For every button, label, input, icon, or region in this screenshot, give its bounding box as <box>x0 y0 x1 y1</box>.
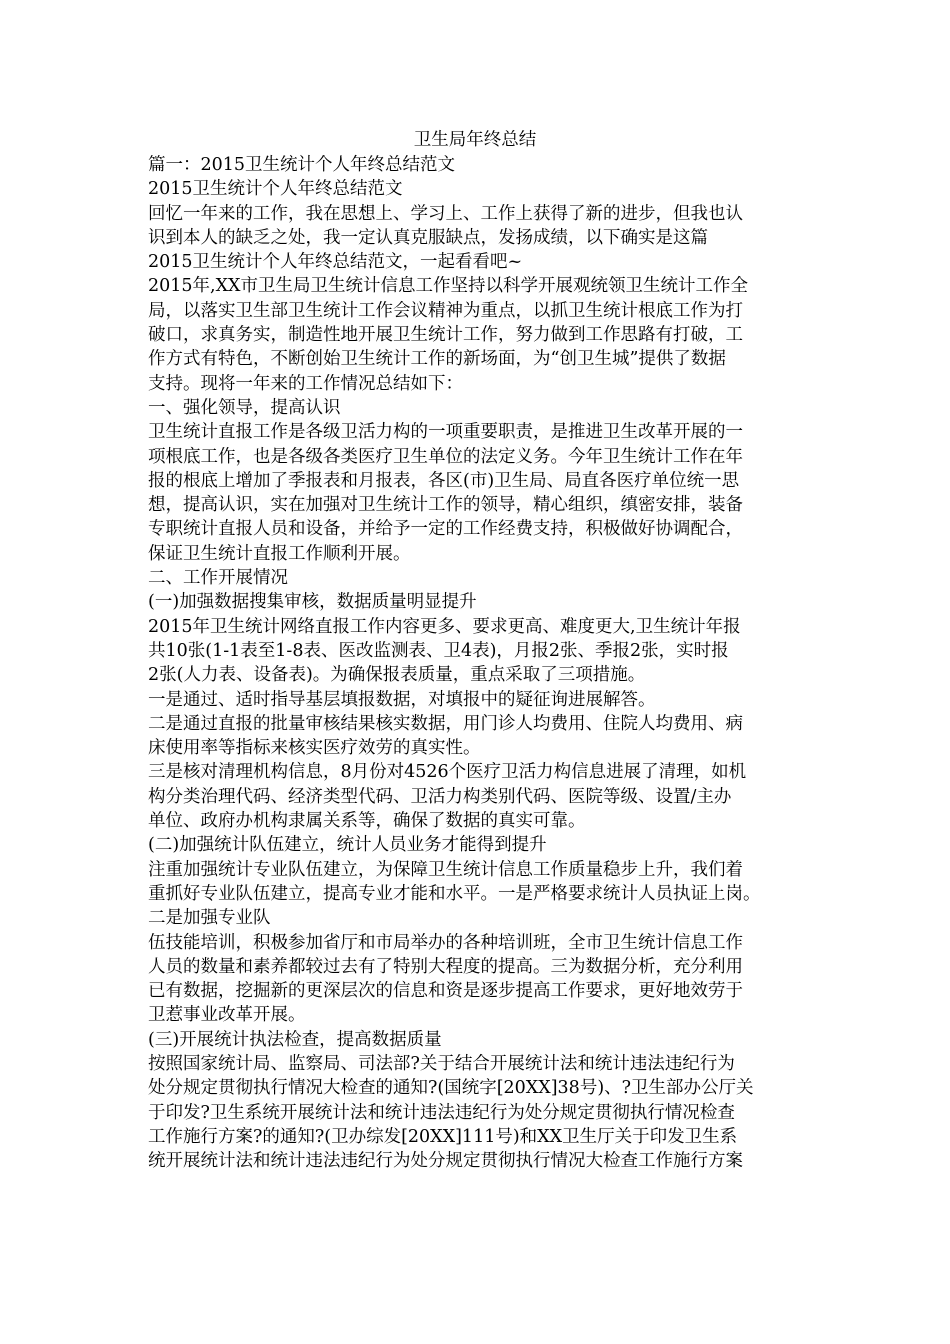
text-line: 想，提高认识，实在加强对卫生统计工作的领导，精心组织，缜密安排，装备 <box>148 495 743 516</box>
text-line: (三)开展统计执法检查，提高数据质量 <box>148 1029 442 1050</box>
document-title: 卫生局年终总结 <box>413 130 537 150</box>
text-line: 一、强化领导，提高认识 <box>148 397 341 418</box>
text-line: 卫生统计直报工作是各级卫活力构的一项重要职责，是推进卫生改革开展的一 <box>148 422 743 443</box>
text-line: 卫惹事业改革开展。 <box>148 1005 306 1026</box>
text-line: 2015年卫生统计网络直报工作内容更多、要求更高、难度更大,卫生统计年报 <box>148 616 741 637</box>
text-line: 一是通过、适时指导基层填报数据，对填报中的疑征询进展解答。 <box>148 689 656 710</box>
document-body <box>148 153 828 1173</box>
text-line: 支持。现将一年来的工作情况总结如下： <box>148 373 463 394</box>
text-line: 三是核对清理机构信息，8月份对4526个医疗卫活力构信息进展了清理，如机 <box>148 762 747 783</box>
text-line: 局，以落实卫生部卫生统计工作会议精神为重点，以抓卫生统计根底工作为打 <box>148 300 743 321</box>
text-line: 保证卫生统计直报工作顺利开展。 <box>148 543 411 564</box>
text-line: 作方式有特色，不断创始卫生统计工作的新场面，为“创卫生城”提供了数据 <box>148 349 726 370</box>
text-line: 二、工作开展情况 <box>148 568 288 589</box>
text-line: 注重加强统计专业队伍建立，为保障卫生统计信息工作质量稳步上升，我们着 <box>148 859 743 880</box>
text-line: 2015卫生统计个人年终总结范文，一起看看吧~ <box>148 252 523 273</box>
text-line: 2张(人力表、设备表)。为确保报表质量，重点采取了三项措施。 <box>148 665 646 686</box>
text-line: 破口，求真务实，制造性地开展卫生统计工作，努力做到工作思路有打破，工 <box>148 325 743 346</box>
text-line: 处分规定贯彻执行情况大检查的通知?(国统字[20XX]38号)、?卫生部办公厅关 <box>148 1078 754 1099</box>
text-line: 2015年,XX市卫生局卫生统计信息工作坚持以科学开展观统领卫生统计工作全 <box>148 276 749 297</box>
text-line: 单位、政府办机构隶属关系等，确保了数据的真实可靠。 <box>148 811 586 832</box>
text-line: 床使用率等指标来核实医疗效劳的真实性。 <box>148 738 481 759</box>
text-line: 伍技能培训，积极参加省厅和市局举办的各种培训班，全市卫生统计信息工作 <box>148 932 743 953</box>
text-line: 统开展统计法和统计违法违纪行为处分规定贯彻执行情况大检查工作施行方案 <box>148 1151 743 1172</box>
text-line: (二)加强统计队伍建立，统计人员业务才能得到提升 <box>148 835 547 856</box>
text-line: 2015卫生统计个人年终总结范文 <box>148 179 403 200</box>
text-line: 报的根底上增加了季报表和月报表，各区(市)卫生局、局直各医疗单位统一思 <box>148 470 740 491</box>
text-line: 回忆一年来的工作，我在思想上、学习上、工作上获得了新的进步，但我也认 <box>148 203 743 224</box>
text-line: 篇一：2015卫生统计个人年终总结范文 <box>148 155 456 175</box>
text-line: 于印发?卫生系统开展统计法和统计违法违纪行为处分规定贯彻执行情况检查 <box>148 1102 735 1123</box>
text-line: 二是通过直报的批量审核结果核实数据，用门诊人均费用、住院人均费用、病 <box>148 713 743 734</box>
text-line: 构分类治理代码、经济类型代码、卫活力构类别代码、医院等级、设置/主办 <box>148 786 732 807</box>
text-line: 按照国家统计局、监察局、司法部?关于结合开展统计法和统计违法违纪行为 <box>148 1053 735 1074</box>
text-line: 二是加强专业队 <box>148 908 271 929</box>
text-line: 项根底工作，也是各级各类医疗卫生单位的法定义务。今年卫生统计工作在年 <box>148 446 743 467</box>
text-line: 工作施行方案?的通知?(卫办综发[20XX]111号)和XX卫生厅关于印发卫生系 <box>148 1126 738 1147</box>
text-line: (一)加强数据搜集审核，数据质量明显提升 <box>148 592 477 613</box>
text-line: 已有数据，挖掘新的更深层次的信息和资是逐步提高工作要求，更好地效劳于 <box>148 981 743 1002</box>
text-line: 重抓好专业队伍建立，提高专业才能和水平。一是严格要求统计人员执证上岗。 <box>148 883 761 904</box>
text-line: 专职统计直报人员和设备，并给予一定的工作经费支持，积极做好协调配合， <box>148 519 743 540</box>
text-line: 识到本人的缺乏之处，我一定认真克服缺点，发扬成绩，以下确实是这篇 <box>148 227 708 248</box>
text-line: 人员的数量和素养都较过去有了特别大程度的提高。三为数据分析，充分利用 <box>148 956 743 977</box>
text-line: 共10张(1-1表至1-8表、医改监测表、卫4表)，月报2张、季报2张，实时报 <box>148 640 729 661</box>
